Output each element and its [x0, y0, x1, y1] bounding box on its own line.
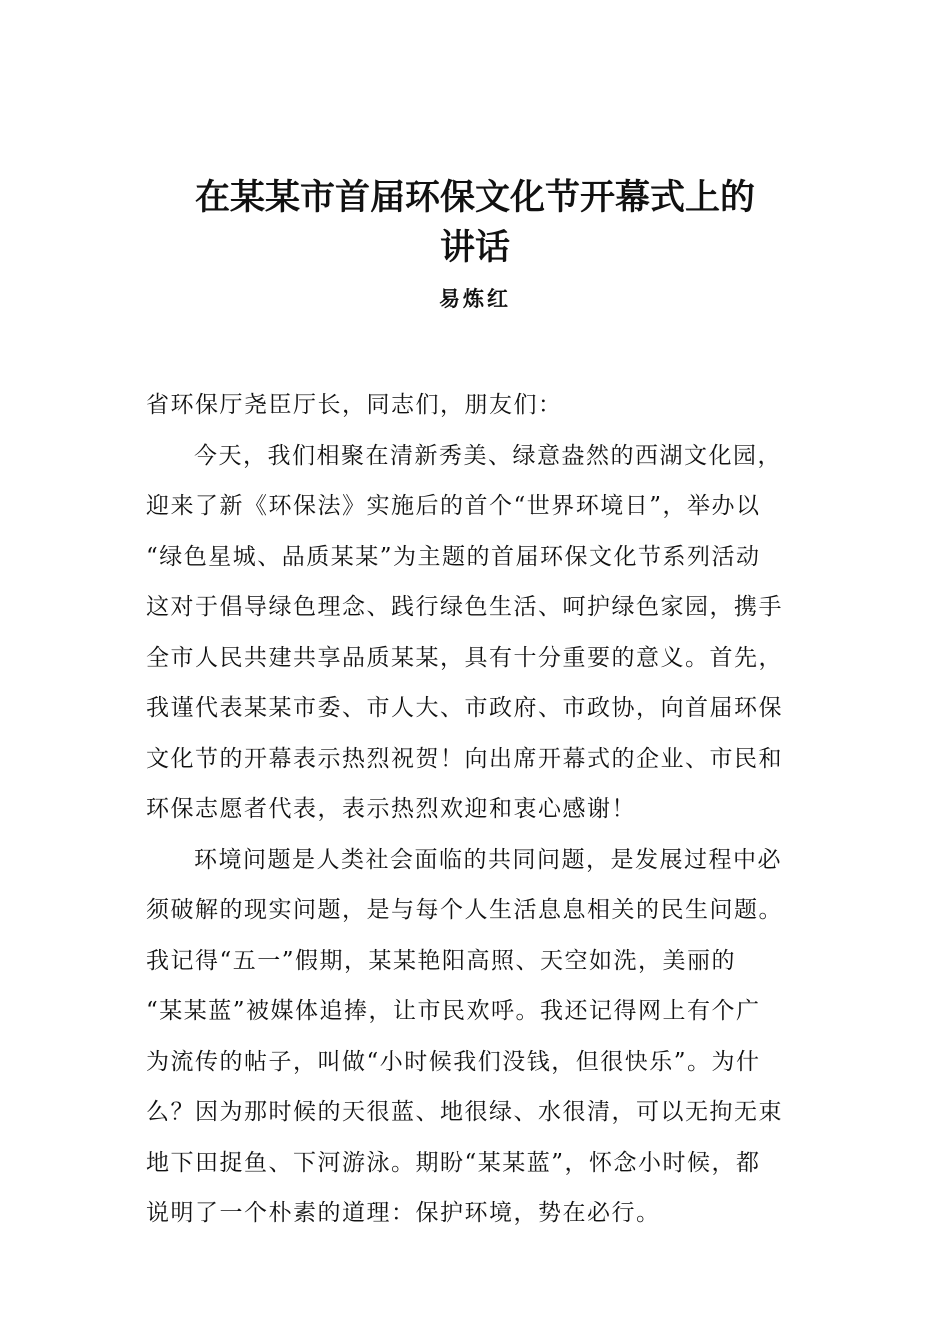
document-body: [146, 380, 810, 1239]
paragraph-line: 今天，我们相聚在清新秀美、绿意盎然的西湖文化园，: [194, 442, 782, 469]
paragraph-line: 么？因为那时候的天很蓝、地很绿、水很清，可以无拘无束: [146, 1099, 783, 1125]
paragraph-line: “某某蓝”被媒体追捧，让市民欢呼。我还记得网上有个广: [146, 998, 761, 1024]
paragraph-line: 地下田捉鱼、下河游泳。期盼“某某蓝”，怀念小时候，都: [146, 1149, 761, 1176]
paragraph-line: “绿色星城、品质某某”为主题的首届环保文化节系列活动: [146, 543, 761, 570]
paragraph-line: 迎来了新《环保法》实施后的首个“世界环境日”，举办以: [146, 493, 761, 519]
paragraph-line: 全市人民共建共享品质某某，具有十分重要的意义。首先，: [146, 644, 783, 671]
document-title-line-2: 讲话: [439, 227, 510, 268]
author-name: 易炼红: [439, 286, 511, 311]
paragraph-line: 我记得“五一”假期，某某艳阳高照、天空如洗，美丽的: [146, 947, 737, 974]
paragraph-line: 须破解的现实问题，是与每个人生活息息相关的民生问题。: [146, 897, 783, 923]
paragraph-line: 说明了一个朴素的道理：保护环境，势在必行。: [146, 1200, 661, 1226]
paragraph-line: 我谨代表某某市委、市人大、市政府、市政协，向首届环保: [146, 695, 783, 721]
paragraph-1: [146, 431, 810, 835]
document-title-line-1: 在某某市首届环保文化节开幕式上的: [194, 177, 755, 218]
paragraph-line: 为流传的帖子，叫做“小时候我们没钱，但很快乐”。为什: [146, 1048, 761, 1075]
salutation: 省环保厅尧臣厅长，同志们，朋友们：: [146, 392, 563, 418]
paragraph-2: [146, 835, 810, 1239]
paragraph-line: 文化节的开幕表示热烈祝贺！向出席开幕式的企业、市民和: [146, 745, 783, 772]
paragraph-line: 环境问题是人类社会面临的共同问题，是发展过程中必: [194, 846, 782, 873]
paragraph-line: 这对于倡导绿色理念、践行绿色生活、呵护绿色家园，携手: [146, 594, 783, 620]
paragraph-line: 环保志愿者代表，表示热烈欢迎和衷心感谢！: [146, 796, 636, 822]
